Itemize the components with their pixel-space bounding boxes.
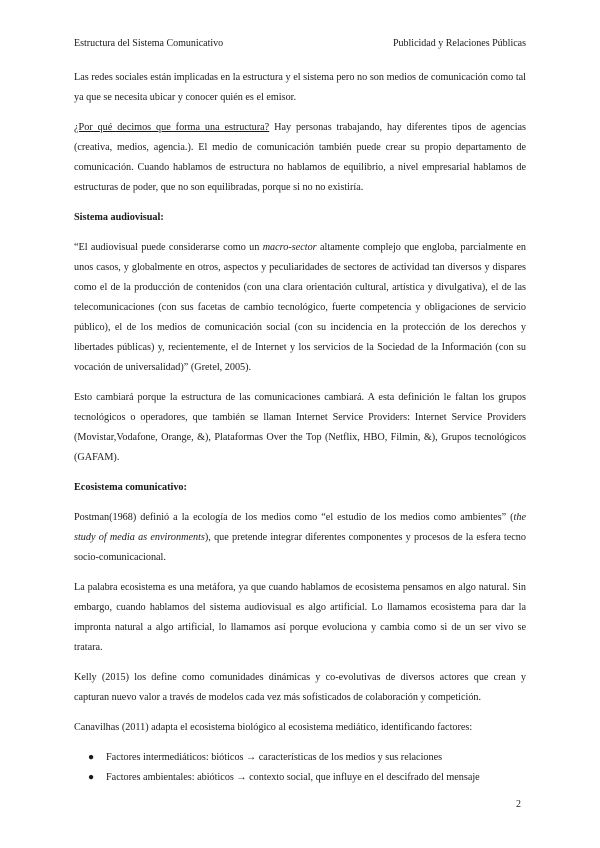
- heading-ecosistema-comunicativo: Ecosistema comunicativo:: [74, 482, 187, 493]
- header-right-title: Publicidad y Relaciones Públicas: [392, 38, 526, 49]
- factors-list: [74, 748, 526, 788]
- quote-gretel-start: “El audiovisual puede considerarse como un: [74, 242, 263, 253]
- bullet-icon: ●: [88, 772, 95, 783]
- page-number: 2: [516, 799, 521, 810]
- quote-gretel-end: altamente complejo que engloba, parcialmente en unos casos, y globalmente en otros, aspectos y peculiaridades de sectores de actividad tan diversos y dispares como el de la producción de contenidos (con una clara orientación cultural, artística y divulgativa), el de las telecomunicaciones (con sus facetas de cambio tecnológico, fuerte competencia y obligaciones de servicio público), el de los medios de comunicación social (con su incidencia en la protección de los derechos y libertades públicas) y, recientemente, el de Internet y los servicios de la Sociedad de la Información (con su vocación de universalidad)” (Gretel, 2005).: [74, 242, 526, 373]
- paragraph-metafora: La palabra ecosistema es una metáfora, ya que cuando hablamos de ecosistema pensamos en algo natural. Sin embargo, cuando hablamos del sistema audiovisual es algo artificial. Lo llamamos ecosistema para dar la impronta natural a algo artificial, lo llamamos así porque evoluciona y cambia como si de un ser vivo se tratara.: [74, 582, 526, 653]
- list-item-text: Factores intermediáticos: bióticos → características de los medios y sus relaciones: [106, 752, 443, 763]
- paragraph-isp: Esto cambiará porque la estructura de las comunicaciones cambiará. A esta definición le faltan los grupos tecnológicos o operadores, que también se llaman Internet Service Providers: Internet Service Providers (Movistar,Vodafone, Orange, &), Plataformas Over the Top (Netflix, HBO, Filmin, &), Grupos tecnológicos (GAFAM).: [74, 392, 526, 463]
- paragraph-estructura-text: Hay personas trabajando, hay diferentes tipos de agencias (creativa, medios, agencia.). El medio de comunicación también puede crear su propio departamento de comunicación. Cuando hablamos de estructura no hablamos de equilibrio, a nivel empresarial hablamos de estructuras de poder, que no son equilibradas, porque si no no existiría.: [74, 122, 527, 193]
- paragraph-estructura: [74, 118, 526, 198]
- list-item: [74, 768, 526, 788]
- paragraph-canavilhas: Canavilhas (2011) adapta el ecosistema biológico al ecosistema mediático, identificando factores:: [74, 722, 473, 733]
- quote-gretel: [74, 238, 526, 378]
- list-item: [74, 748, 526, 768]
- paragraph-postman-emphasis: the study of media as environments: [74, 512, 526, 543]
- paragraph-postman-end: ), que pretende integrar diferentes componentes y procesos de la esfera tecno socio-comunicacional.: [74, 532, 526, 563]
- list-item-text: Factores ambientales: abióticos → contexto social, que influye en el descifrado del mensaje: [106, 772, 480, 783]
- quote-gretel-emphasis: macro-sector: [262, 242, 317, 253]
- document-body: [74, 68, 526, 788]
- heading-sistema-audiovisual: Sistema audiovisual:: [74, 212, 164, 223]
- bullet-icon: ●: [88, 752, 95, 763]
- paragraph-redes-sociales: Las redes sociales están implicadas en la estructura y el sistema pero no son medios de comunicación como tal ya que se necesita ubicar y conocer quién es el emisor.: [74, 72, 526, 103]
- underlined-question: ¿Por qué decimos que forma una estructura?: [74, 122, 270, 133]
- paragraph-postman: [74, 508, 526, 568]
- paragraph-postman-start: Postman(1968) definió a la ecología de los medios como “el estudio de los medios como ambientes” (: [74, 512, 514, 523]
- paragraph-kelly: Kelly (2015) los define como comunidades dinámicas y co-evolutivas de diversos actores que crean y capturan nuevo valor a través de modelos cada vez más sofisticados de colaboración y competición.: [74, 672, 526, 703]
- header-left-title: Estructura del Sistema Comunicativo: [74, 38, 224, 49]
